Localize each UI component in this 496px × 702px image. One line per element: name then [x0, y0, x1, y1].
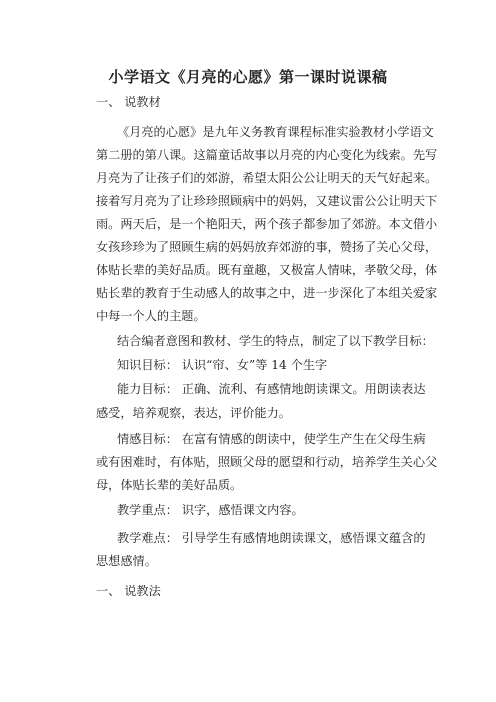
page-title: 小学语文《月亮的心愿》第一课时说课稿	[108, 68, 388, 86]
paragraph-line: 月亮为了让孩子们的郊游，希望太阳公公让明天的天气好起来。	[96, 171, 438, 185]
emotion-goal-line: 情感目标： 在富有情感的朗读中，使学生产生在父母生病	[117, 432, 426, 446]
paragraph-line: 思想感情。	[96, 554, 157, 568]
paragraph-line: 第二册的第八课。这篇童话故事以月亮的内心变化为线索。先写	[96, 148, 438, 162]
teaching-focus-line: 教学重点： 识字，感悟课文内容。	[117, 503, 304, 517]
paragraph-line: 《月亮的心愿》是九年义务教育课程标准实验教材小学语文	[117, 125, 434, 139]
paragraph-line: 母，体贴长辈的美好品质。	[96, 478, 243, 492]
paragraph-line: 接着写月亮为了让珍珍照顾病中的妈妈，又建议雷公公让明天下	[96, 194, 438, 208]
paragraph-line: 结合编者意图和教材、学生的特点，制定了以下教学目标：	[117, 334, 434, 348]
paragraph-line: 贴长辈的教育于生动感人的故事之中，进一步深化了本组关爱家	[96, 286, 438, 300]
knowledge-goal-line: 知识目标： 认识“帘、女”等 14 个生字	[117, 358, 328, 372]
section-heading-method: 一、 说教法	[96, 584, 161, 598]
paragraph-line: 感受，培养观察，表达，评价能力。	[96, 406, 291, 420]
ability-goal-line: 能力目标： 正确、流利、有感情地朗读课文。用朗读表达	[117, 382, 426, 396]
teaching-difficulty-line: 教学难点： 引导学生有感情地朗读课文，感悟课文蕴含的	[117, 531, 426, 545]
paragraph-line: 体贴长辈的美好品质。既有童趣，又极富人情味，孝敬父母，体	[96, 263, 438, 277]
section-heading-textbook: 一、 说教材	[96, 95, 161, 109]
paragraph-line: 中每一个人的主题。	[96, 309, 206, 323]
paragraph-line: 女孩珍珍为了照顾生病的妈妈放弃郊游的事，赞扬了关心父母，	[96, 240, 438, 254]
paragraph-line: 或有困难时，有体贴，照顾父母的愿望和行动，培养学生关心父	[96, 455, 438, 469]
paragraph-line: 雨。两天后，是一个艳阳天，两个孩子都参加了郊游。本文借小	[96, 217, 438, 231]
